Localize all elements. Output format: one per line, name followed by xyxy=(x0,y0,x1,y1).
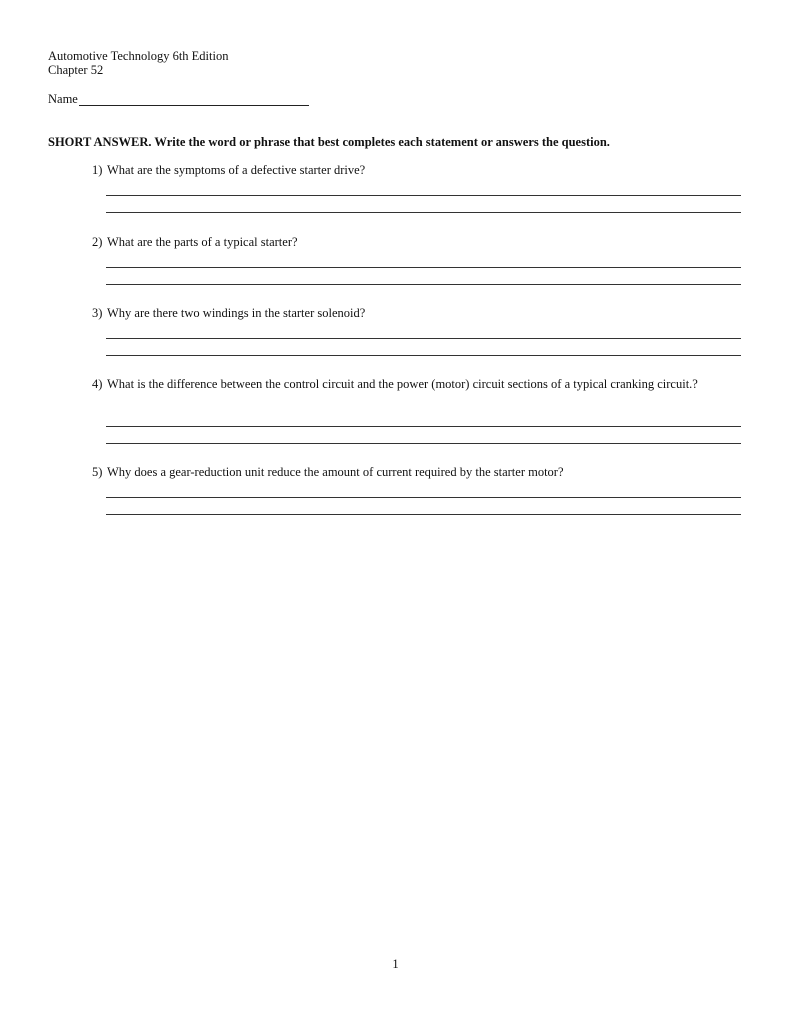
question-text: Why does a gear-reduction unit reduce the amount of current required by the starter motor? xyxy=(107,465,564,479)
question-number: 2) xyxy=(92,235,103,249)
answer-line[interactable] xyxy=(106,426,741,427)
question-number: 5) xyxy=(92,465,103,479)
question-text: Why are there two windings in the starter solenoid? xyxy=(107,306,366,320)
answer-line[interactable] xyxy=(106,443,741,444)
question-text: What are the symptoms of a defective starter drive? xyxy=(107,163,366,177)
answer-line[interactable] xyxy=(106,212,741,213)
name-input-line[interactable] xyxy=(79,93,309,106)
document-header xyxy=(48,49,228,77)
chapter-label: Chapter 52 xyxy=(48,63,104,77)
section-instructions: SHORT ANSWER. Write the word or phrase that best completes each statement or answers the question. xyxy=(48,135,610,149)
answer-line[interactable] xyxy=(106,284,741,285)
question-2 xyxy=(92,234,742,251)
answer-line[interactable] xyxy=(106,195,741,196)
answer-line[interactable] xyxy=(106,514,741,515)
page-number: 1 xyxy=(392,957,399,971)
question-3 xyxy=(92,305,742,322)
question-number: 3) xyxy=(92,306,103,320)
question-text: What are the parts of a typical starter? xyxy=(107,235,298,249)
answer-line[interactable] xyxy=(106,338,741,339)
answer-line[interactable] xyxy=(106,355,741,356)
question-4 xyxy=(92,376,742,393)
question-5 xyxy=(92,464,742,481)
answer-line[interactable] xyxy=(106,267,741,268)
name-label: Name xyxy=(48,92,78,106)
question-number: 4) xyxy=(92,377,103,391)
book-title: Automotive Technology 6th Edition xyxy=(48,49,229,63)
question-1 xyxy=(92,162,742,179)
question-text: What is the difference between the control circuit and the power (motor) circuit sections of a typical cranking circuit.? xyxy=(107,377,698,391)
answer-line[interactable] xyxy=(106,497,741,498)
name-field xyxy=(48,92,309,106)
question-number: 1) xyxy=(92,163,103,177)
